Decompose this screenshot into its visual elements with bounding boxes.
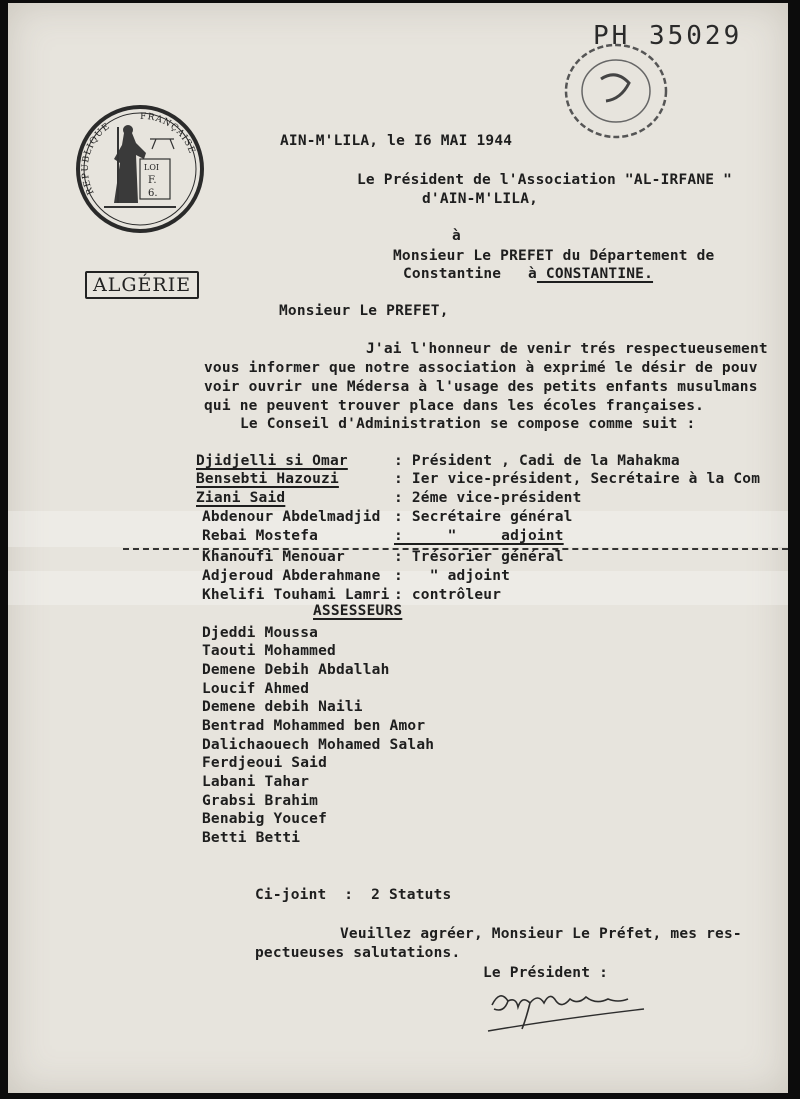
- body-line: voir ouvrir une Médersa à l'usage des petits enfants musulmans: [204, 379, 758, 395]
- body-line: J'ai l'honneur de venir trés respectueusement: [366, 341, 768, 357]
- recipient-line: Monsieur Le PREFET du Département de: [393, 248, 715, 264]
- council-name: Ziani Said: [196, 490, 286, 506]
- council-name: Khanoufi Menouar: [202, 549, 345, 565]
- assessor-item: Demene Debih Abdallah: [202, 662, 390, 678]
- republique-francaise-seal: [74, 103, 206, 235]
- enclosure-line: Ci-joint : 2 Statuts: [255, 887, 452, 903]
- letter-page: [8, 3, 788, 1093]
- assessor-item: Labani Tahar: [202, 774, 310, 790]
- assessors-heading: ASSESSEURS: [313, 603, 403, 619]
- recipient-city: CONSTANTINE.: [536, 266, 654, 282]
- council-role: : Secrétaire général: [394, 509, 573, 525]
- assessor-item: Ferdjeoui Said: [202, 755, 328, 771]
- body-line: vous informer que notre association à exprimé le désir de pouv: [204, 360, 758, 376]
- body-line: qui ne peuvent trouver place dans les écoles françaises.: [204, 398, 705, 414]
- assessor-item: Djeddi Moussa: [202, 625, 319, 641]
- council-role: : Trésorier général: [394, 549, 564, 565]
- reference-number: PH 35029: [593, 21, 743, 51]
- assessor-item: Betti Betti: [202, 830, 301, 846]
- recipient-city-prefix: Constantine à: [403, 266, 537, 282]
- salutation: Monsieur Le PREFET,: [279, 303, 449, 319]
- date-line: AIN-M'LILA, le I6 MAI 1944: [280, 133, 513, 149]
- assessor-item: Benabig Youcef: [202, 811, 328, 827]
- svg-text:LOI: LOI: [144, 163, 160, 172]
- recipient-city-line: [403, 266, 653, 283]
- sender-line: d'AIN-M'LILA,: [422, 191, 539, 207]
- council-role: : 2éme vice-président: [394, 490, 582, 506]
- sender-line: Le Président de l'Association "AL-IRFANE ": [357, 172, 733, 188]
- handwritten-signature: [478, 979, 658, 1045]
- council-role: : contrôleur: [394, 587, 502, 603]
- assessor-item: Loucif Ahmed: [202, 681, 310, 697]
- svg-text:FRANÇAISE: FRANÇAISE: [139, 111, 197, 156]
- assessor-item: Bentrad Mohammed ben Amor: [202, 718, 426, 734]
- postmark-stamp: [561, 39, 671, 143]
- svg-text:F.: F.: [148, 175, 157, 186]
- closing-line: Veuillez agréer, Monsieur Le Préfet, mes res-: [340, 926, 742, 942]
- council-role: : Ier vice-président, Secrétaire à la Com: [394, 471, 761, 487]
- assessor-item: Demene debih Naili: [202, 699, 363, 715]
- signature-label: Le Président :: [483, 965, 609, 981]
- council-role: : " adjoint: [394, 568, 511, 584]
- council-name: Rebai Mostefa: [202, 528, 319, 544]
- a-line: à: [452, 228, 461, 244]
- closing-line: pectueuses salutations.: [255, 945, 461, 961]
- council-name: Djidjelli si Omar: [196, 453, 348, 469]
- council-name: Bensebti Hazouzi: [196, 471, 339, 487]
- council-name: Adjeroud Abderahmane: [202, 568, 381, 584]
- country-label: ALGÉRIE: [85, 271, 199, 299]
- body-line: Le Conseil d'Administration se compose comme suit :: [240, 416, 696, 432]
- svg-text:6.: 6.: [148, 188, 158, 199]
- council-name: Abdenour Abdelmadjid: [202, 509, 381, 525]
- svg-text:REPUBLIQUE: REPUBLIQUE: [80, 121, 113, 197]
- assessor-item: Dalichaouech Mohamed Salah: [202, 737, 435, 753]
- assessor-item: Grabsi Brahim: [202, 793, 319, 809]
- council-name: Khelifi Touhami Lamri: [202, 587, 390, 603]
- council-role: : Président , Cadi de la Mahakma: [394, 453, 680, 469]
- council-role: : " adjoint: [394, 528, 564, 544]
- assessor-item: Taouti Mohammed: [202, 643, 336, 659]
